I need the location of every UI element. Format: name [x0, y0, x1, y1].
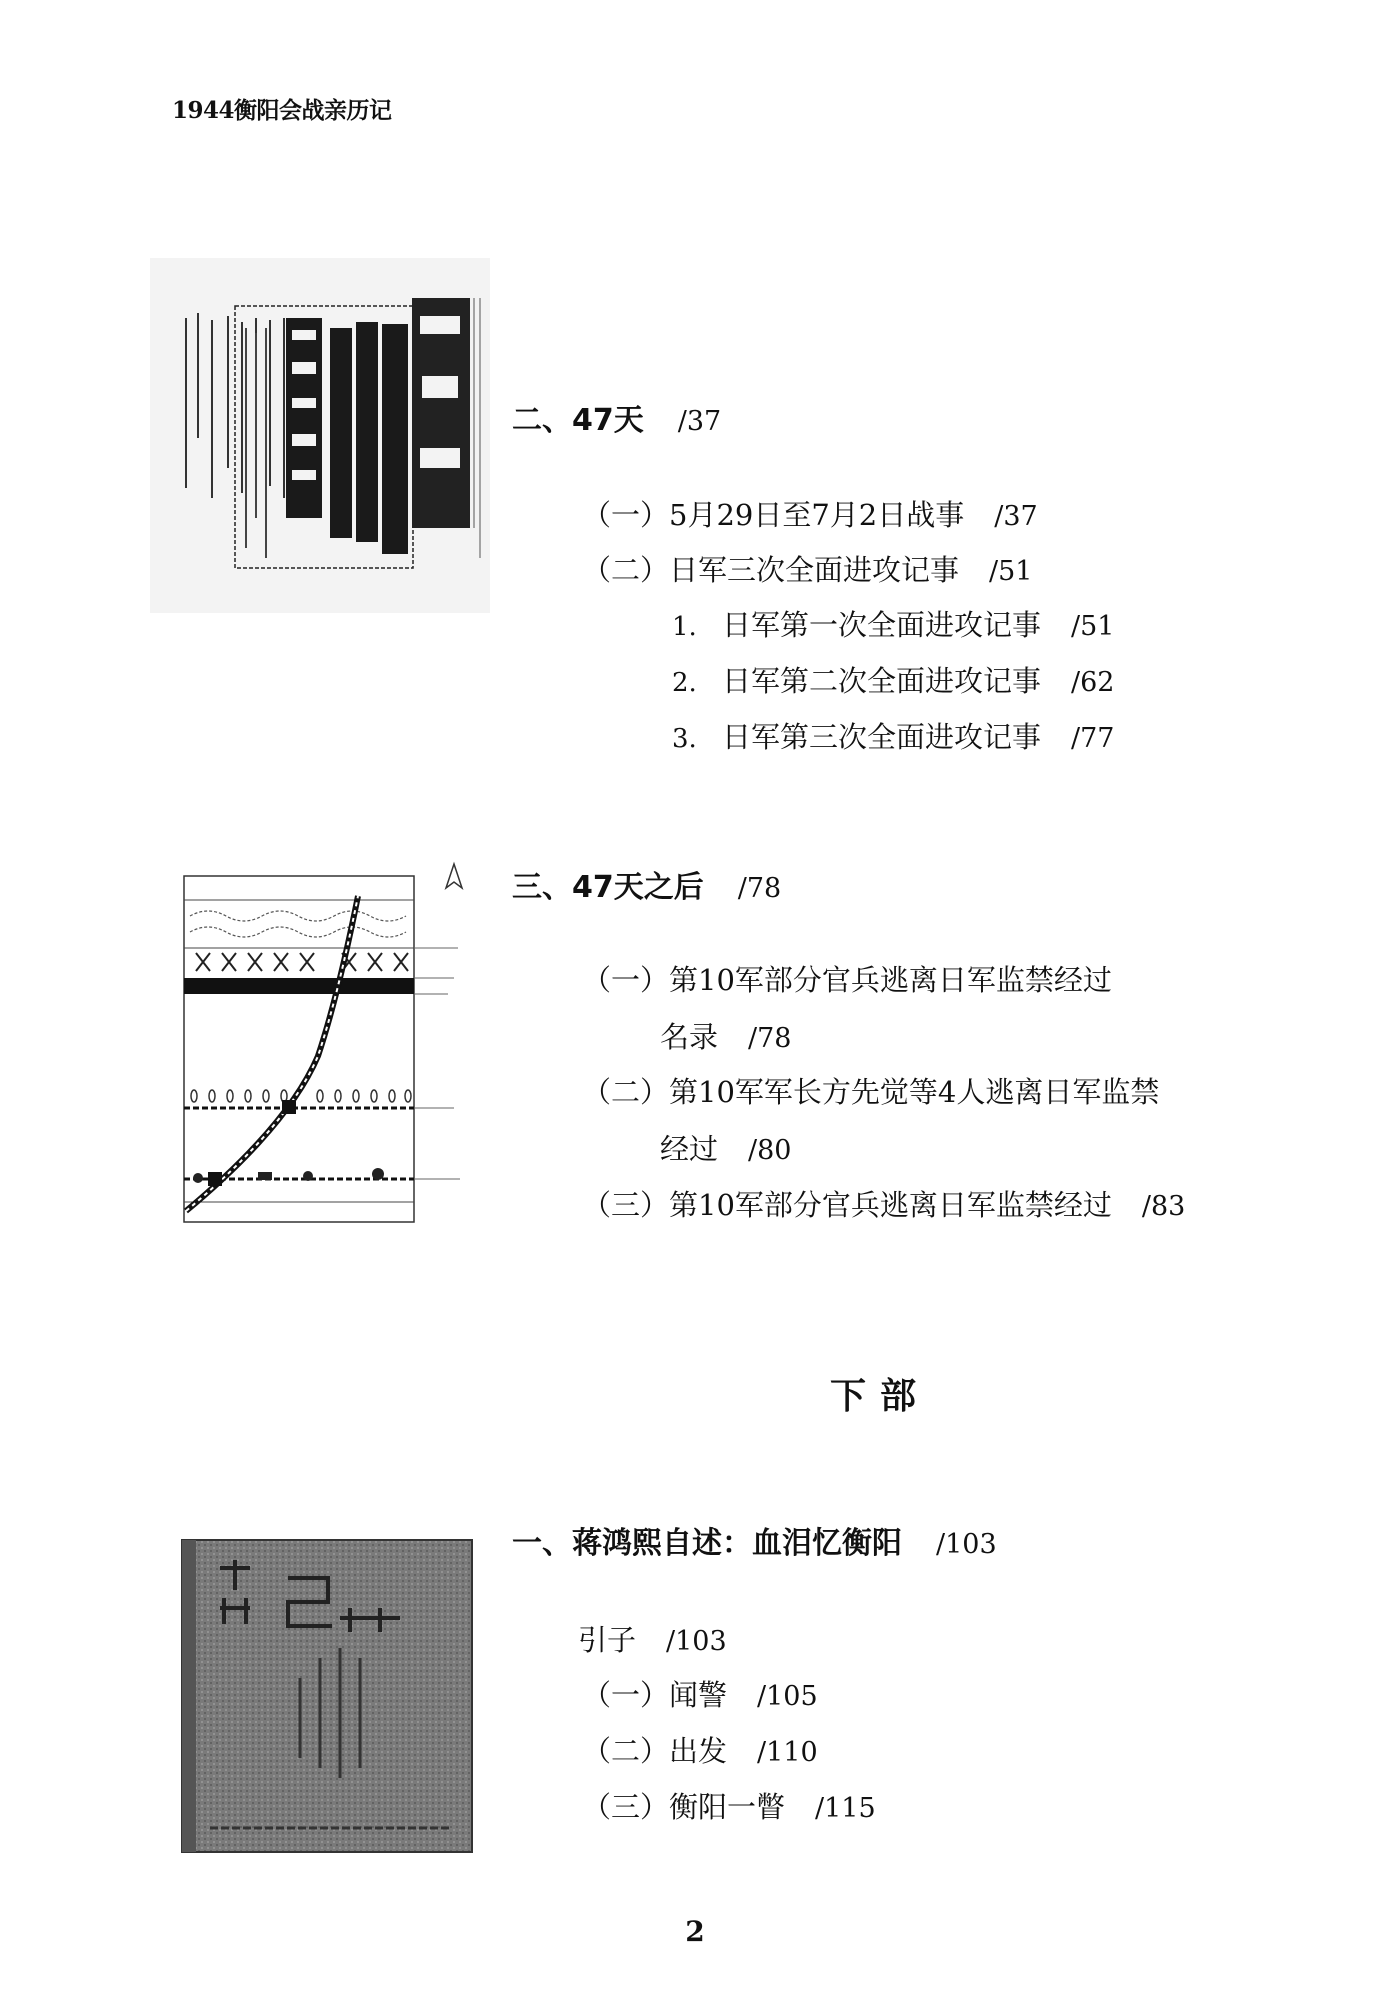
section-heading-lower-1: [512, 1518, 997, 1562]
page-ref: /37: [994, 501, 1038, 532]
toc-entry: [582, 1183, 1185, 1224]
toc-entry: [582, 1070, 1159, 1111]
toc-entry: [582, 1673, 818, 1714]
toc-entry: [582, 548, 1032, 589]
entry-label: 日军第三次全面进攻记事: [722, 720, 1042, 754]
toc-entry: [582, 493, 1038, 534]
book-cover-image: [180, 1538, 475, 1854]
entry-label: 日军第一次全面进攻记事: [722, 608, 1042, 642]
section-heading-text: 三、47天之后: [512, 870, 704, 905]
page-ref: /110: [757, 1737, 818, 1768]
entry-number: 2.: [672, 668, 697, 698]
section-heading-text: 一、蒋鸿熙自述：血泪忆衡阳: [512, 1526, 902, 1561]
page-ref: /103: [936, 1529, 997, 1560]
toc-entry: [582, 958, 1112, 999]
toc-entry: [578, 1618, 727, 1659]
entry-label: 引子: [578, 1623, 637, 1657]
toc-entry-continuation: [660, 1015, 791, 1056]
page-ref: /83: [1141, 1191, 1186, 1222]
part-title: 下部: [829, 1376, 930, 1417]
page-ref: /115: [815, 1793, 876, 1824]
page-ref: /80: [748, 1135, 792, 1166]
page-ref: /37: [677, 406, 722, 437]
entry-label: （三）第10军部分官兵逃离日军监禁经过: [582, 1188, 1112, 1222]
toc-subentry: [672, 659, 1114, 700]
section-heading-2: [512, 395, 721, 439]
entry-label: 经过: [660, 1132, 719, 1166]
page-ref: /51: [989, 556, 1033, 587]
entry-label: 日军第二次全面进攻记事: [722, 664, 1042, 698]
defense-diagram-image: [178, 856, 468, 1238]
toc-entry: [582, 1785, 876, 1826]
entry-label: （二）出发: [582, 1734, 728, 1768]
page-ref: /77: [1071, 723, 1115, 754]
entry-label: （三）衡阳一瞥: [582, 1790, 786, 1824]
page-ref: /62: [1071, 667, 1115, 698]
entry-label: （二）第10军军长方先觉等4人逃离日军监禁: [582, 1075, 1160, 1109]
entry-number: 3.: [672, 724, 697, 754]
section-heading-3: [512, 862, 781, 906]
entry-number: 1.: [672, 612, 697, 642]
toc-entry-continuation: [660, 1127, 791, 1168]
page-ref: /105: [757, 1681, 818, 1712]
running-title: 1944衡阳会战亲历记: [172, 97, 392, 124]
toc-subentry: [672, 603, 1114, 644]
page-number: 2: [685, 1915, 705, 1948]
newspaper-clipping-image: [150, 258, 490, 613]
entry-label: （一）闻警: [582, 1678, 728, 1712]
entry-label: （一）5月29日至7月2日战事: [582, 498, 965, 532]
page-ref: /51: [1071, 611, 1115, 642]
page-ref: /103: [666, 1626, 727, 1657]
page-ref: /78: [748, 1023, 792, 1054]
entry-label: 名录: [660, 1020, 719, 1054]
toc-entry: [582, 1729, 818, 1770]
section-heading-text: 二、47天: [512, 403, 644, 438]
page-ref: /78: [737, 873, 782, 904]
entry-label: （一）第10军部分官兵逃离日军监禁经过: [582, 963, 1112, 997]
entry-label: （二）日军三次全面进攻记事: [582, 553, 960, 587]
toc-subentry: [672, 715, 1114, 756]
